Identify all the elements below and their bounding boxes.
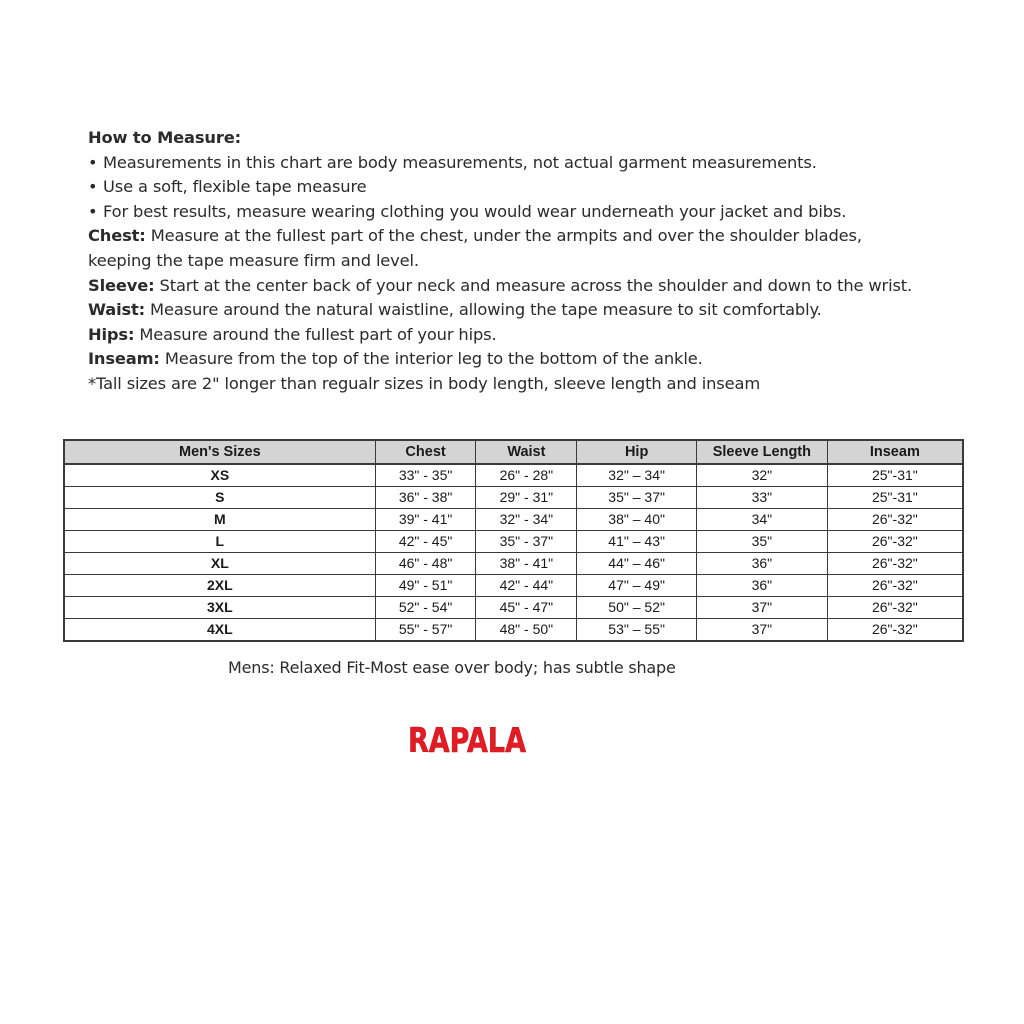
list-item bbox=[88, 151, 968, 176]
measurement-cell: 25"-31" bbox=[827, 464, 963, 487]
measurement-cell: 26"-32" bbox=[827, 553, 963, 575]
table-row bbox=[64, 575, 963, 597]
size-cell: 2XL bbox=[64, 575, 375, 597]
measurement-cell: 35" bbox=[696, 531, 827, 553]
how-to-measure-heading: How to Measure: bbox=[88, 128, 242, 147]
measurement-cell: 42" - 44" bbox=[476, 575, 577, 597]
measurement-cell: 34" bbox=[696, 509, 827, 531]
fit-note: Mens: Relaxed Fit-Most ease over body; has subtle shape bbox=[228, 658, 676, 677]
list-item bbox=[88, 175, 968, 200]
measurement-cell: 55" - 57" bbox=[375, 619, 476, 642]
measurement-cell: 38" - 41" bbox=[476, 553, 577, 575]
measurement-cell: 46" - 48" bbox=[375, 553, 476, 575]
sleeve-instruction bbox=[88, 274, 968, 299]
measurement-cell: 33" bbox=[696, 487, 827, 509]
measurement-cell: 33" - 35" bbox=[375, 464, 476, 487]
size-cell: M bbox=[64, 509, 375, 531]
measurement-cell: 48" - 50" bbox=[476, 619, 577, 642]
measurement-cell: 41" – 43" bbox=[577, 531, 697, 553]
measurement-cell: 35" – 37" bbox=[577, 487, 697, 509]
measurement-cell: 32" – 34" bbox=[577, 464, 697, 487]
measurement-cell: 44" – 46" bbox=[577, 553, 697, 575]
waist-term: Waist: bbox=[88, 300, 146, 320]
header-chest: Chest bbox=[375, 440, 476, 464]
measurement-cell: 35" - 37" bbox=[476, 531, 577, 553]
measurement-cell: 32" bbox=[696, 464, 827, 487]
measurement-cell: 36" bbox=[696, 575, 827, 597]
table-header-row bbox=[64, 440, 963, 464]
chest-text: Measure at the fullest part of the chest, under the armpits and over the shoulder blades, bbox=[145, 226, 862, 246]
how-to-measure-section bbox=[88, 126, 968, 397]
chest-instruction-cont: keeping the tape measure firm and level. bbox=[88, 250, 419, 270]
size-cell: S bbox=[64, 487, 375, 509]
measurement-cell: 38" – 40" bbox=[577, 509, 697, 531]
measurement-cell: 26"-32" bbox=[827, 575, 963, 597]
header-inseam: Inseam bbox=[827, 440, 963, 464]
table-row bbox=[64, 509, 963, 531]
tall-sizes-note: *Tall sizes are 2" longer than regualr sizes in body length, sleeve length and inseam bbox=[88, 373, 761, 393]
measurement-cell: 53" – 55" bbox=[577, 619, 697, 642]
inseam-text: Measure from the top of the interior leg to the bottom of the ankle. bbox=[159, 349, 703, 369]
measure-tips-list bbox=[88, 151, 968, 225]
inseam-term: Inseam: bbox=[88, 349, 160, 369]
table-row bbox=[64, 597, 963, 619]
size-cell: 3XL bbox=[64, 597, 375, 619]
measurement-cell: 26" - 28" bbox=[476, 464, 577, 487]
header-sleeve-length: Sleeve Length bbox=[696, 440, 827, 464]
size-cell: XS bbox=[64, 464, 375, 487]
table-row bbox=[64, 553, 963, 575]
bullet-icon: • bbox=[88, 201, 98, 221]
list-item bbox=[88, 200, 968, 225]
waist-text: Measure around the natural waistline, allowing the tape measure to sit comfortably. bbox=[145, 300, 822, 320]
bullet-icon: • bbox=[88, 177, 98, 197]
chest-term: Chest: bbox=[88, 226, 146, 246]
header-hip: Hip bbox=[577, 440, 697, 464]
measurement-cell: 26"-32" bbox=[827, 597, 963, 619]
hips-term: Hips: bbox=[88, 324, 135, 344]
size-table-body bbox=[64, 464, 963, 641]
measurement-cell: 52" - 54" bbox=[375, 597, 476, 619]
measurement-cell: 36" bbox=[696, 553, 827, 575]
measurement-cell: 42" - 45" bbox=[375, 531, 476, 553]
measurement-cell: 26"-32" bbox=[827, 531, 963, 553]
measurement-cell: 37" bbox=[696, 597, 827, 619]
rapala-logo bbox=[405, 716, 529, 760]
header-waist: Waist bbox=[476, 440, 577, 464]
size-cell: 4XL bbox=[64, 619, 375, 642]
hips-text: Measure around the fullest part of your hips. bbox=[134, 324, 497, 344]
rapala-logo-text: RAPALA bbox=[408, 721, 527, 761]
measurement-cell: 29" - 31" bbox=[476, 487, 577, 509]
measurement-cell: 50" – 52" bbox=[577, 597, 697, 619]
measurement-cell: 26"-32" bbox=[827, 619, 963, 642]
measurement-cell: 26"-32" bbox=[827, 509, 963, 531]
sleeve-term: Sleeve: bbox=[88, 275, 155, 295]
measurement-cell: 37" bbox=[696, 619, 827, 642]
tip-text: Measurements in this chart are body measurements, not actual garment measurements. bbox=[103, 152, 817, 172]
measurement-cell: 32" - 34" bbox=[476, 509, 577, 531]
hips-instruction bbox=[88, 323, 968, 348]
table-row bbox=[64, 487, 963, 509]
size-cell: XL bbox=[64, 553, 375, 575]
header-mens-sizes: Men's Sizes bbox=[64, 440, 375, 464]
table-row bbox=[64, 531, 963, 553]
tip-text: Use a soft, flexible tape measure bbox=[103, 177, 367, 197]
size-cell: L bbox=[64, 531, 375, 553]
size-chart-table bbox=[63, 439, 964, 642]
inseam-instruction bbox=[88, 347, 968, 372]
measurement-cell: 25"-31" bbox=[827, 487, 963, 509]
sleeve-text: Start at the center back of your neck and measure across the shoulder and down to the wrist. bbox=[154, 275, 913, 295]
tip-text: For best results, measure wearing clothing you would wear underneath your jacket and bibs. bbox=[103, 201, 847, 221]
table-row bbox=[64, 619, 963, 642]
bullet-icon: • bbox=[88, 152, 98, 172]
table-row bbox=[64, 464, 963, 487]
measurement-cell: 49" - 51" bbox=[375, 575, 476, 597]
measurement-cell: 45" - 47" bbox=[476, 597, 577, 619]
measurement-cell: 36" - 38" bbox=[375, 487, 476, 509]
measurement-cell: 47" – 49" bbox=[577, 575, 697, 597]
measurement-cell: 39" - 41" bbox=[375, 509, 476, 531]
waist-instruction bbox=[88, 298, 968, 323]
chest-instruction bbox=[88, 224, 968, 249]
